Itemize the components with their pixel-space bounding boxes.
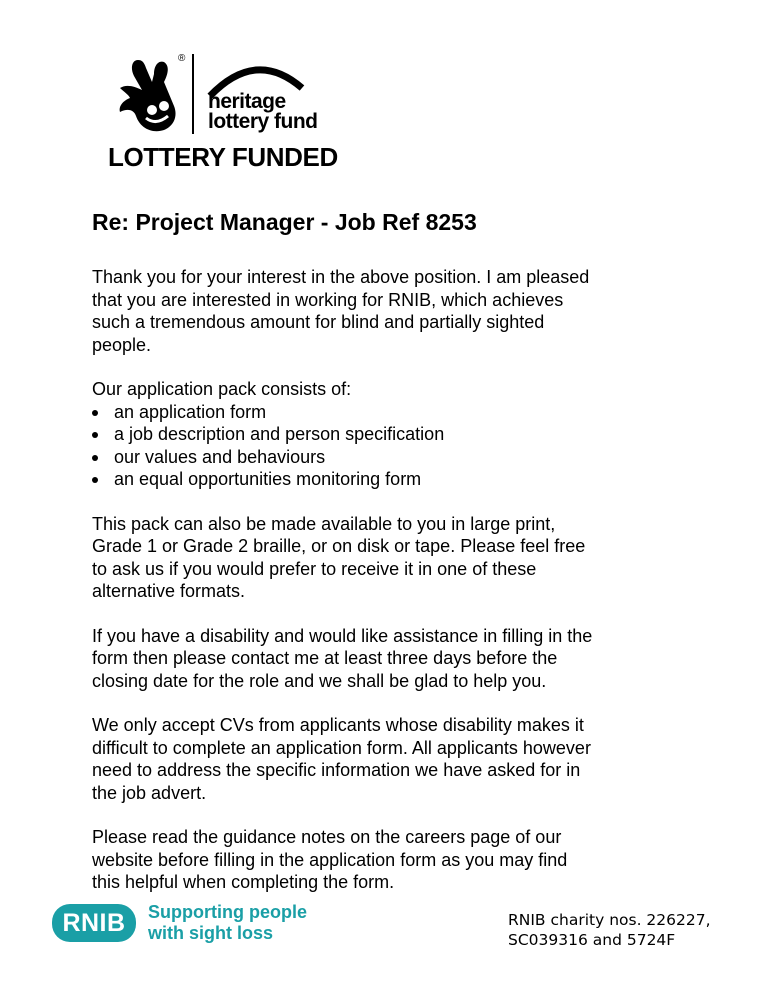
list-item — [92, 401, 692, 424]
charity-line-2: SC039316 and 5724F — [508, 931, 676, 949]
hlf-line-1: heritage — [208, 90, 286, 113]
paragraph-line: We only accept CVs from applicants whose disability makes it — [92, 715, 584, 735]
paragraph-line: this helpful when completing the form. — [92, 872, 395, 892]
formats-paragraph — [92, 513, 692, 603]
rnib-logo: RNIB — [52, 904, 136, 942]
paragraph-line: Please read the guidance notes on the careers page of our — [92, 827, 562, 847]
charity-line-1: RNIB charity nos. 226227, — [508, 911, 711, 929]
letter-title: Re: Project Manager - Job Ref 8253 — [92, 209, 477, 235]
crossed-fingers-hand-icon — [108, 56, 180, 136]
bullet-icon — [92, 410, 98, 416]
list-item-text: a job description and person specification — [114, 424, 445, 444]
bullet-icon — [92, 477, 98, 483]
tagline-line-1: Supporting people — [148, 902, 307, 922]
pack-intro: Our application pack consists of: — [92, 379, 352, 399]
paragraph-line: that you are interested in working for RNIB, which achieves — [92, 289, 564, 310]
paragraph-line: such a tremendous amount for blind and partially sighted — [92, 312, 545, 332]
paragraph-line: Grade 1 or Grade 2 braille, or on disk or tape. Please feel free — [92, 536, 586, 556]
list-item — [92, 446, 692, 469]
cv-policy-paragraph — [92, 714, 692, 804]
lottery-funded-text: LOTTERY FUNDED — [108, 142, 338, 172]
list-item — [92, 468, 692, 491]
paragraph-line: If you have a disability and would like assistance in filling in the — [92, 625, 593, 646]
registered-mark: ® — [178, 53, 186, 64]
paragraph-line: website before filling in the application form as you may find — [92, 849, 568, 870]
assistance-paragraph — [92, 625, 692, 693]
guidance-paragraph — [92, 826, 692, 894]
paragraph-line: the job advert. — [92, 782, 207, 803]
heritage-lottery-fund-wordmark — [208, 92, 318, 132]
paragraph-line: Thank you for your interest in the above position. I am pleased — [92, 267, 590, 287]
application-pack-section — [92, 378, 692, 491]
letter-body — [92, 208, 692, 916]
list-item-text: an application form — [114, 401, 267, 422]
paragraph-line: form then please contact me at least three days before the — [92, 648, 558, 668]
bullet-icon — [92, 455, 98, 461]
list-item — [92, 423, 692, 446]
charity-numbers — [508, 910, 711, 950]
hlf-line-2: lottery fund — [208, 110, 318, 133]
pack-list — [92, 401, 692, 491]
bullet-icon — [92, 432, 98, 438]
list-item-text: our values and behaviours — [114, 446, 326, 467]
rnib-tagline — [148, 902, 307, 944]
list-item-text: an equal opportunities monitoring form — [114, 469, 422, 489]
intro-paragraph — [92, 266, 692, 356]
paragraph-line: need to address the specific information we have asked for in — [92, 760, 581, 780]
paragraph-line: people. — [92, 334, 152, 355]
paragraph-line: closing date for the role and we shall be glad to help you. — [92, 670, 547, 691]
paragraph-line: difficult to complete an application form. All applicants however — [92, 737, 591, 758]
paragraph-line: This pack can also be made available to you in large print, — [92, 513, 556, 534]
logo-divider — [192, 54, 194, 134]
tagline-line-2: with sight loss — [148, 923, 274, 943]
lottery-funded-logo — [100, 52, 340, 174]
paragraph-line: to ask us if you would prefer to receive it in one of these — [92, 558, 537, 579]
paragraph-line: alternative formats. — [92, 581, 246, 601]
